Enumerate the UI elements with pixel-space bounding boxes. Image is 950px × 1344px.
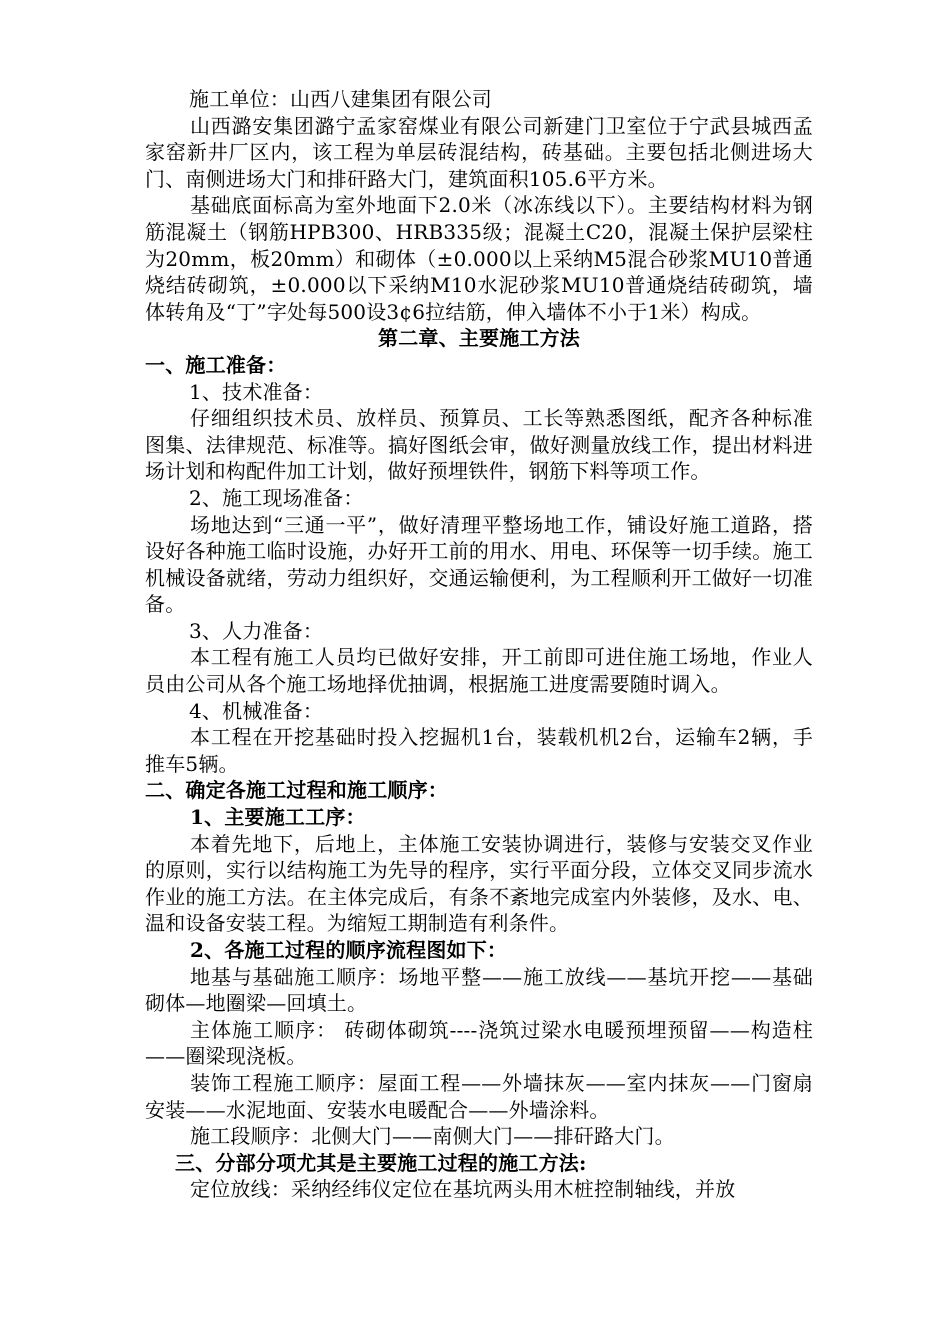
labor-preparation-paragraph: 本工程有施工人员均已做好安排，开工前即可进住施工场地，作业人员由公司从各个施工场地择优抽调，根据施工进度需要随时调入。 xyxy=(145,645,813,697)
technical-preparation-paragraph: 仔细组织技术员、放样员、预算员、工长等熟悉图纸，配齐各种标准图集、法律规范、标准等。搞好图纸会审，做好测量放线工作，提出材料进场计划和构配件加工计划，做好预埋铁件，钢筋下料等项工作。 xyxy=(145,406,813,484)
document-body xyxy=(145,86,813,1203)
main-structure-order-paragraph: 主体施工顺序： 砖砌体砌筑----浇筑过梁水电暖预埋预留——构造柱——圈梁现浇板。 xyxy=(145,1017,813,1069)
main-processes-paragraph: 本着先地下，后地上，主体施工安装协调进行，装修与安装交叉作业的原则，实行以结构施工为先导的程序，实行平面分段，立体交叉同步流水作业的施工方法。在主体完成后，有条不紊地完成室内外装修，及水、电、温和设备安装工程。为缩短工期制造有利条件。 xyxy=(145,831,813,936)
subheading-labor-preparation: 3、人力准备： xyxy=(189,618,324,643)
project-overview-paragraph: 山西潞安集团潞宁孟家窑煤业有限公司新建门卫室位于宁武县城西孟家窑新井厂区内，该工程为单层砖混结构，砖基础。主要包括北侧进场大门、南侧进场大门和排矸路大门，建筑面积105.6平方米。 xyxy=(145,113,813,191)
subheading-machinery-preparation: 4、机械准备： xyxy=(189,698,324,723)
subheading-main-processes: 1、主要施工工序： xyxy=(190,805,366,830)
site-preparation-paragraph: 场地达到“三通一平”，做好清理平整场地工作，铺设好施工道路，搭设好各种施工临时设施，办好开工前的用水、用电、环保等一切手续。施工机械设备就绪，劳动力组织好，交通运输便利，为工程顺利开工做好一切准备。 xyxy=(145,512,813,617)
foundation-order-paragraph: 地基与基础施工顺序：场地平整——施工放线——基坑开挖——基础砌体—地圈梁—回填土。 xyxy=(145,964,813,1016)
machinery-preparation-paragraph: 本工程在开挖基础时投入挖掘机1台，装载机机2台，运输车2辆，手推车5辆。 xyxy=(145,725,813,776)
subheading-technical-preparation: 1、技术准备： xyxy=(189,379,324,404)
foundation-materials-paragraph: 基础底面标高为室外地面下2.0米（冰冻线以下）。主要结构材料为钢筋混凝土（钢筋HPB300、HRB335级；混凝土C20，混凝土保护层梁柱为20mm，板20mm）和砌体（±0.000以上采纳M5混合砂浆MU10普通烧结砖砌筑，±0.000以下采纳M10水泥砂浆MU10普通烧结砖砌筑，墙体转角及“丁”字处每500设3¢6拉结筋，伸入墙体不小于1米）构成。 xyxy=(145,193,813,324)
chapter-heading: 第二章、主要施工方法 xyxy=(378,326,580,351)
segment-order-paragraph: 施工段顺序：北侧大门——南侧大门——排矸路大门。 xyxy=(190,1124,675,1149)
decoration-order-paragraph: 装饰工程施工顺序：屋面工程——外墙抹灰——室内抹灰——门窗扇安装——水泥地面、安装水电暖配合——外墙涂料。 xyxy=(145,1070,813,1122)
section-heading-methods: 三、分部分项尤其是主要施工过程的施工方法: xyxy=(175,1150,587,1175)
subheading-process-flow: 2、各施工过程的顺序流程图如下： xyxy=(190,938,508,962)
subheading-site-preparation: 2、施工现场准备： xyxy=(189,485,364,510)
section-heading-preparation: 一、施工准备： xyxy=(145,352,287,377)
section-heading-process-order: 二、确定各施工过程和施工顺序： xyxy=(145,778,448,803)
construction-unit-line: 施工单位：山西八建集团有限公司 xyxy=(189,87,492,111)
positioning-paragraph: 定位放线：采纳经纬仪定位在基坑两头用木桩控制轴线，并放 xyxy=(190,1177,736,1202)
